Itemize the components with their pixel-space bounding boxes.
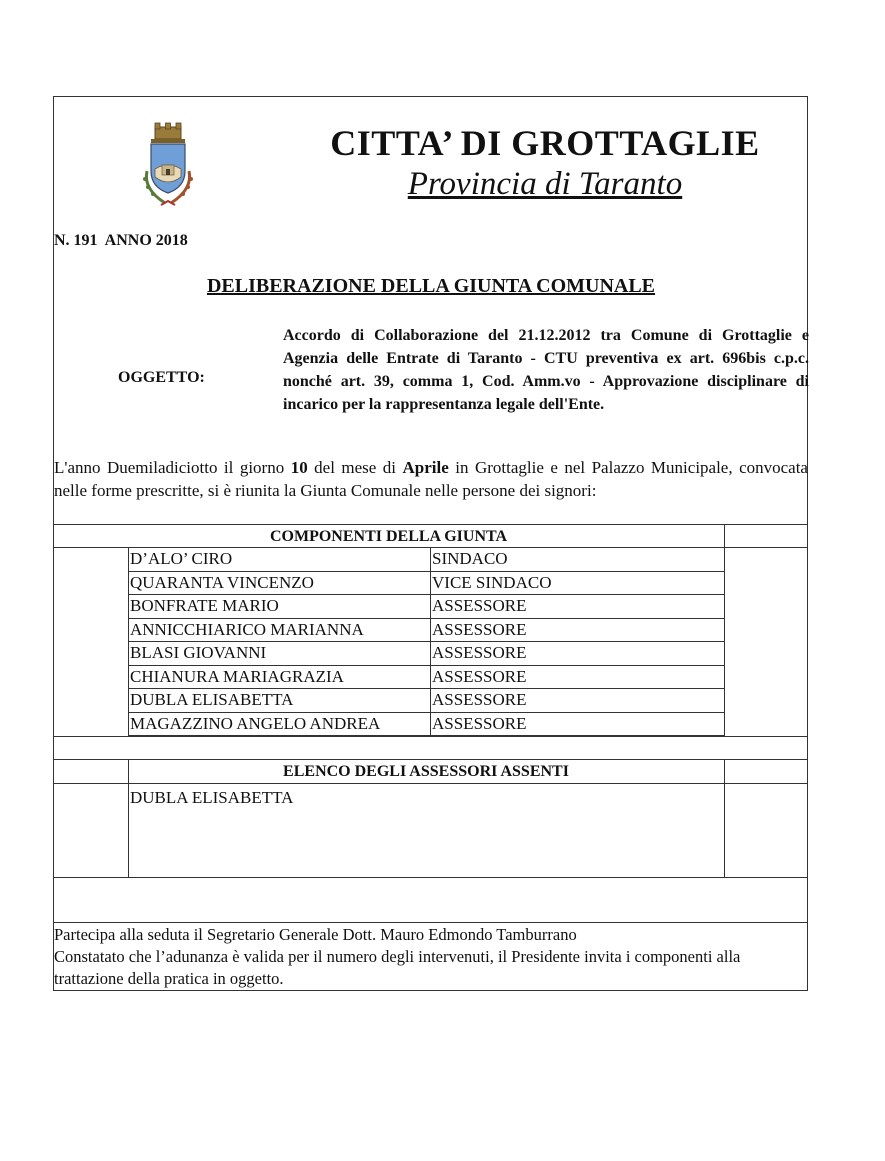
member-role: SINDACO [432, 549, 508, 568]
meeting-month: Aprile [402, 458, 449, 477]
footer-text [54, 924, 808, 990]
member-role: ASSESSORE [432, 619, 527, 639]
subject-text: Accordo di Collaborazione del 21.12.2012 tra Comune di Grottaglie e Agenzia delle Entrate di Taranto - CTU preventiva ex art. 696bis c.p.c. nonché art. 39, comma 1, Cod. Amm.vo - Approvazione disciplinare di incarico per la rappresentanza legale dell'Ente. [283, 327, 809, 413]
member-role: ASSESSORE [432, 643, 527, 662]
member-name: D’ALO’ CIRO [130, 549, 233, 568]
absent-table-heading: ELENCO DEGLI ASSESSORI ASSENTI [283, 763, 569, 780]
member-role: ASSESSORE [432, 596, 527, 615]
members-table-heading: COMPONENTI DELLA GIUNTA [269, 528, 508, 545]
member-name: DUBLA ELISABETTA [130, 690, 294, 709]
member-role: ASSESSORE [432, 713, 527, 733]
meeting-day: 10 [290, 458, 308, 477]
member-name: BLASI GIOVANNI [130, 643, 267, 662]
member-name: ANNICCHIARICO MARIANNA [130, 619, 364, 639]
footer-line-2: Constatato che l’adunanza è valida per il numero degli intervenuti, il Presidente invita i componenti alla trattazione della pratica in oggetto. [54, 947, 741, 988]
city-title: CITTA’ DI GROTTAGLIE [330, 123, 760, 163]
deliberation-number: N. 191 ANNO 2018 [54, 232, 188, 249]
member-role: VICE SINDACO [432, 572, 552, 592]
subject-label: OGGETTO: [118, 369, 205, 386]
intro-paragraph: L'anno Duemiladiciotto il giorno 10 del mese di Aprile in Grottaglie e nel Palazzo Municipale, convocata nelle forme prescritte, si è riunita la Giunta Comunale nelle persone dei signori: [54, 458, 808, 500]
member-role: ASSESSORE [432, 690, 527, 709]
city-crest-icon [137, 121, 199, 211]
member-name: BONFRATE MARIO [130, 596, 279, 615]
member-name: QUARANTA VINCENZO [130, 572, 314, 592]
document-type-heading: DELIBERAZIONE DELLA GIUNTA COMUNALE [206, 275, 656, 297]
member-name: CHIANURA MARIAGRAZIA [130, 666, 344, 686]
absent-name: DUBLA ELISABETTA [130, 788, 294, 807]
member-name: MAGAZZINO ANGELO ANDREA [130, 713, 381, 733]
footer-line-1: Partecipa alla seduta il Segretario Generale Dott. Mauro Edmondo Tamburrano [54, 925, 577, 944]
province-subtitle: Provincia di Taranto [407, 166, 683, 202]
member-role: ASSESSORE [432, 666, 527, 686]
